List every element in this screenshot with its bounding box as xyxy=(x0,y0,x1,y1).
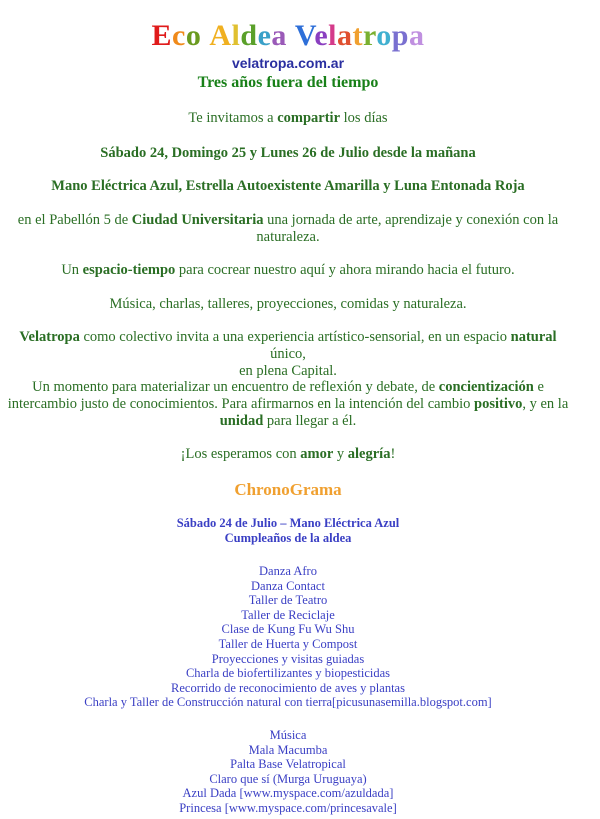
website-url[interactable]: velatropa.com.ar xyxy=(231,55,345,71)
invite-text-end: los días xyxy=(340,110,388,126)
invite-line xyxy=(0,110,576,127)
activity-item: Proyecciones y visitas guiadas xyxy=(211,651,365,666)
day-subtitle: Cumpleaños de la aldea xyxy=(224,530,352,545)
activity-item: Danza Afro xyxy=(259,564,317,578)
activity-item: Clase de Kung Fu Wu Shu xyxy=(221,622,355,637)
title-letter: l xyxy=(231,19,241,52)
invite-text: Te invitamos a xyxy=(188,110,278,126)
activity-item: Taller de Huerta y Compost xyxy=(218,636,358,651)
title-letter: a xyxy=(271,19,287,52)
title-letter: c xyxy=(172,19,186,52)
collective-text-end: único, xyxy=(270,346,306,362)
collective-text: como colectivo invita a una experiencia artístico-sensorial, en un espacio xyxy=(79,329,511,345)
title-letter: e xyxy=(257,19,272,52)
mayan-days: Mano Eléctrica Azul, Estrella Autoexistente Amarilla y Luna Entonada Roja xyxy=(51,178,525,194)
closing-text-end: ! xyxy=(390,446,396,462)
closing-text-mid: y xyxy=(333,446,348,462)
closing-emphasis-1: amor xyxy=(300,446,334,462)
activity-item: Danza Contact xyxy=(251,578,325,593)
moment-text-1-end: e xyxy=(533,379,544,395)
space-text-end: para cocrear nuestro aquí y ahora mirando hacia el futuro. xyxy=(175,262,515,278)
title-letter: o xyxy=(376,19,392,52)
page-title xyxy=(0,18,576,54)
closing-line xyxy=(0,446,576,463)
activity-list xyxy=(0,564,576,710)
activities-summary: Música, charlas, talleres, proyecciones, comidas y naturaleza. xyxy=(109,296,467,312)
closing-emphasis-2: alegría xyxy=(347,446,391,462)
event-dates: Sábado 24, Domingo 25 y Lunes 26 de Julio desde la mañana xyxy=(100,145,476,161)
moment-emphasis-2: positivo xyxy=(474,396,523,412)
collective-line-2: en plena Capital. xyxy=(239,363,337,379)
chronogram-heading: ChronoGrama xyxy=(234,480,342,499)
music-item: Claro que sí (Murga Uruguaya) xyxy=(209,771,367,786)
moment-emphasis-1: concientización xyxy=(438,379,534,395)
moment-text-1: Un momento para materializar un encuentro de reflexión y debate, de xyxy=(32,379,439,395)
title-letter: a xyxy=(408,19,425,52)
title-letter: A xyxy=(209,19,232,52)
venue-line-2: naturaleza. xyxy=(256,229,320,245)
music-item: Palta Base Velatropical xyxy=(230,757,346,772)
closing-text: ¡Los esperamos con xyxy=(180,446,301,462)
venue-text-end: una jornada de arte, aprendizaje y conexión con la xyxy=(263,212,559,228)
space-emphasis: espacio-tiempo xyxy=(82,262,176,278)
moment-text-3-end: para llegar a él. xyxy=(263,413,357,429)
title-letter: l xyxy=(328,19,337,52)
activity-item: Taller de Teatro xyxy=(248,593,328,608)
activity-item: Taller de Reciclaje xyxy=(241,607,335,622)
title-letter: e xyxy=(314,19,329,52)
title-letter: a xyxy=(337,19,353,52)
title-letter: r xyxy=(363,19,377,52)
moment-paragraph xyxy=(0,379,576,430)
music-item: Azul Dada [www.myspace.com/azuldada] xyxy=(182,786,394,801)
music-item: Princesa [www.myspace.com/princesavale] xyxy=(179,800,397,815)
invite-emphasis: compartir xyxy=(277,110,341,126)
day-header xyxy=(0,516,576,545)
title-letter: p xyxy=(391,19,409,52)
space-text: Un xyxy=(61,262,83,278)
venue-text: en el Pabellón 5 de xyxy=(17,212,132,228)
moment-text-2-end: , y en la xyxy=(522,396,569,412)
moment-emphasis-3: unidad xyxy=(219,413,264,429)
tagline: Tres años fuera del tiempo xyxy=(197,74,379,91)
title-letter: E xyxy=(151,19,173,52)
day-title: Sábado 24 de Julio – Mano Eléctrica Azul xyxy=(176,516,400,530)
collective-emphasis: natural xyxy=(510,329,557,345)
venue-name: Ciudad Universitaria xyxy=(131,212,264,228)
music-item: Mala Macumba xyxy=(248,742,328,757)
title-letter: o xyxy=(185,19,202,52)
collective-paragraph xyxy=(0,329,576,380)
title-letter: V xyxy=(294,19,315,52)
activity-item: Charla y Taller de Construcción natural con tierra[picusunasemilla.blogspot.com] xyxy=(84,695,492,710)
venue-paragraph xyxy=(0,212,576,246)
music-list xyxy=(0,728,576,816)
music-heading: Música xyxy=(269,728,307,742)
title-letter: t xyxy=(352,19,363,52)
moment-text-2: intercambio justo de conocimientos. Para afirmarnos en la intención del cambio xyxy=(7,396,475,412)
activity-item: Recorrido de reconocimiento de aves y plantas xyxy=(171,680,405,695)
title-letter: d xyxy=(240,19,258,52)
title-letter xyxy=(287,19,295,52)
collective-name: Velatropa xyxy=(19,329,80,345)
space-time-line xyxy=(0,262,576,279)
activity-item: Charla de biofertilizantes y biopesticidas xyxy=(185,666,391,681)
